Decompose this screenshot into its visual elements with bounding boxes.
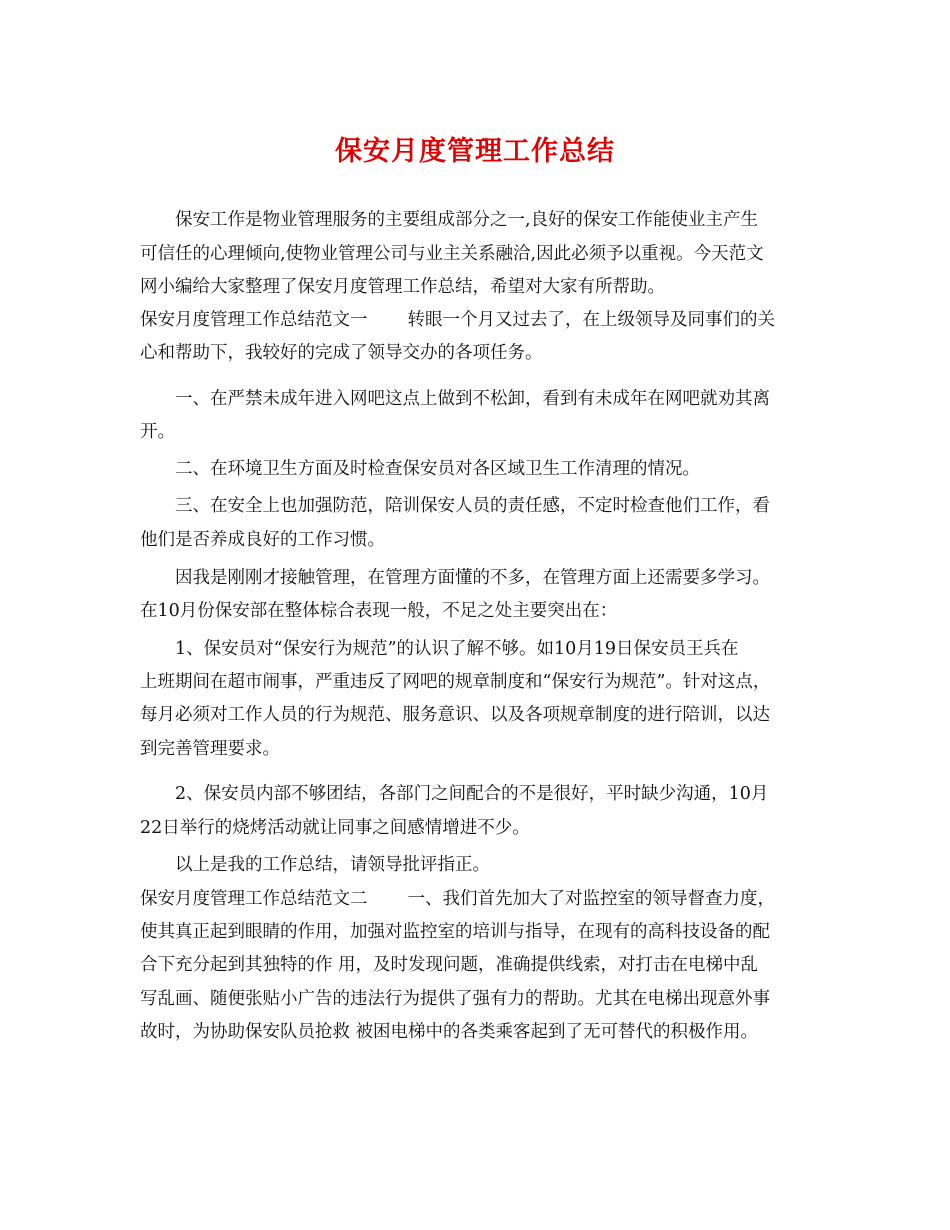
body-line: 合下充分起到其独特的作 用，及时发现问题，准确提供线索，对打击在电梯中乱 <box>140 955 759 975</box>
body-line: 22日举行的烧烤活动就让同事之间感情增进不少。 <box>140 818 530 838</box>
section-heading-line <box>140 887 775 911</box>
body-line: 可信任的心理倾向,使物业管理公司与业主关系融洽,因此必须予以重视。今天范文 <box>140 244 764 264</box>
body-line: 写乱画、随便张贴小广告的违法行为提供了强有力的帮助。尤其在电梯出现意外事 <box>140 989 770 1009</box>
body-line: 故时，为协助保安队员抢救 被困电梯中的各类乘客起到了无可替代的积极作用。 <box>140 1022 759 1042</box>
body-line: 他们是否养成良好的工作习惯。 <box>140 530 385 550</box>
body-line: 上班期间在超市闹事，严重违反了网吧的规章制度和“保安行为规范”。针对这点， <box>140 672 771 692</box>
body-line: 使其真正起到眼睛的作用，加强对监控室的培训与指导，在现有的高科技设备的配 <box>140 922 770 942</box>
body-line: 网小编给大家整理了保安月度管理工作总结，希望对大家有所帮助。 <box>140 277 665 297</box>
body-line: 到完善管理要求。 <box>140 739 280 759</box>
document-title: 保安月度管理工作总结 <box>335 136 615 167</box>
body-line: 心和帮助下，我较好的完成了领导交办的各项任务。 <box>140 343 543 363</box>
body-line: 在10月份保安部在整体棕合表现一般，不足之处主要突出在： <box>140 601 618 621</box>
body-line: 一、在严禁未成年进入网吧这点上做到不松卸，看到有未成年在网吧就劝其离 <box>140 389 770 409</box>
body-line: 因我是刚刚才接触管理，在管理方面懂的不多，在管理方面上还需要多学习。 <box>140 568 770 588</box>
body-line: 以上是我的工作总结，请领导批评指正。 <box>140 855 490 875</box>
body-line: 1、保安员对“保安行为规范”的认识了解不够。如10月19日保安员王兵在 <box>140 639 739 659</box>
section-heading: 保安月度管理工作总结范文一 <box>140 310 368 330</box>
section-text: 转眼一个月又过去了，在上级领导及同事们的关 <box>407 310 775 330</box>
section-heading: 保安月度管理工作总结范文二 <box>140 889 368 909</box>
body-line: 每月必须对工作人员的行为规范、服务意识、以及各项规章制度的进行陪训，以达 <box>140 705 770 725</box>
body-line: 开。 <box>140 422 175 442</box>
section-heading-line <box>140 308 775 332</box>
body-line: 二、在环境卫生方面及时检查保安员对各区域卫生工作清理的情况。 <box>140 459 700 479</box>
body-line: 2、保安员内部不够团结，各部门之间配合的不是很好，平时缺少沟通，10月 <box>140 784 769 804</box>
body-line: 三、在安全上也加强防范，陪训保安人员的责任感，不定时检查他们工作，看 <box>140 496 770 516</box>
body-line: 保安工作是物业管理服务的主要组成部分之一,良好的保安工作能使业主产生 <box>140 210 759 230</box>
section-text: 一、我们首先加大了对监控室的领导督查力度， <box>407 889 775 909</box>
